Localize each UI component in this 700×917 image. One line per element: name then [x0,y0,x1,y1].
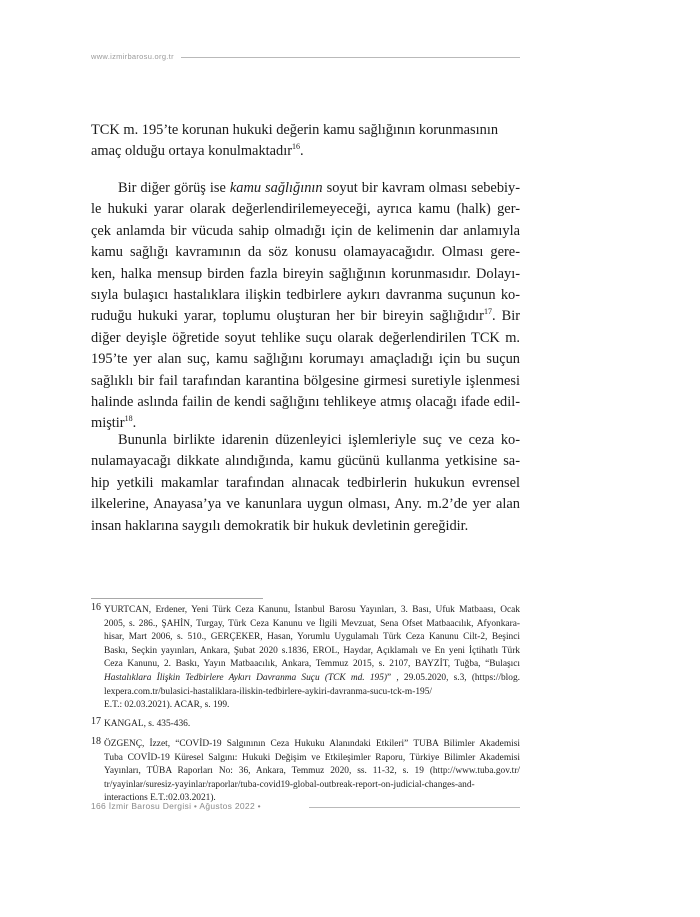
paragraph-2 [91,178,520,435]
page-footer [91,801,520,815]
paragraph-line: nulamayacağı dikkate alındığında, kamu gücünü kullanma yetkisine sa- [91,453,520,470]
footnote-line: hisar, Mart 2006, s. 510., GERÇEKER, Hasan, Yorumlu Uygulamalı Türk Ceza Kanunu Cilt-2, Beşinci [104,632,520,643]
footnote-line: Baskı, Seçkin yayınları, Ankara, Şubat 2020 s.1836, EROL, Haydar, Açıklamalı ve En yeni İçtihatlı Türk [104,645,520,656]
header-rule [181,57,520,58]
paragraph-line: sağlıklı bir fail tarafından karantina bölgesine girmesi suretiyle işlenmesi [91,372,520,389]
footnote-ref-16[interactable]: 16 [292,142,301,152]
paragraph-line: miştir$^{18}$. [91,414,137,432]
footnote-link[interactable]: tr/yayinlar/suresiz-yayinlar/raporlar/tuba-covid19-global-outbreak-report-on-judicial-changes-and- [104,779,475,790]
paragraph-line: halinde aslında failin de kendi sağlığını tehlikeye atmış olacağı ifade edil- [91,393,520,410]
paragraph-line: ruduğu hukuki yarar, toplumu oluşturan her bir bireyin sağlığıdır$^{17}$. Bir [91,307,520,325]
footnote-link[interactable]: lexpera.com.tr/bulasici-hastaliklara-iliskin-tedbirlere-aykiri-davranma-sucu-tck-m-195/ [104,686,432,697]
paragraph-line: le hukuki yarar olarak değerlendirilemeyeceği, ayrıca kamu (halk) ger- [91,201,520,218]
footnote-separator [91,598,263,599]
footer-rule [309,807,520,808]
paragraph-line: ken, halka mensup birden fazla bireyin sağlığının korunmasıdır. Dolayı- [91,265,520,282]
paragraph-line: TCK m. 195’te korunan hukuki değerin kamu sağlığının korunmasının [91,122,499,138]
footnote-ref-18[interactable]: 18 [124,414,133,424]
header-url: www.izmirbarosu.org.tr [91,52,174,61]
emphasis-text: kamu sağlığının [229,180,323,196]
footnote-line: YURTCAN, Erdener, Yeni Türk Ceza Kanunu, İstanbul Barosu Yayınları, 3. Bası, Ufuk Matbaası, Ocak [104,605,520,615]
footnote-line: ÖZGENÇ, İzzet, “COVİD-19 Salgınının Ceza Hukuku Alanındaki Etkileri” TUBA Bilimler Akademisi [104,739,520,749]
footnote-line: interactions E.T.:02.03.2021). [104,793,216,804]
paragraph-line: Bununla birlikte idarenin düzenleyici işlemleriyle suç ve ceza ko- [118,432,520,448]
paragraph-line: diğer deyişle öğretide soyut tehlike suçu olarak değerlendirilen TCK m. [91,329,520,346]
footnote-line: Hastalıklara İlişkin Tedbirlere Aykırı Davranma Suçu (TCK md. 195)” , 29.05.2020, s.3, (https://blog. [104,672,520,683]
footnote-18 [91,738,520,806]
footnote-line: Tuba COVİD-19 Küresel Salgını: Hukuki Değişim ve Etkileşimler Raporu, Türkiye Bilimler Akademisi [104,752,520,763]
paragraph-3 [91,430,520,537]
footnote-line: E.T.: 02.03.2021). ACAR, s. 199. [104,700,230,711]
paragraph-line: hip yetkili makamlar tarafından alınacak tedbirlerin hukukun evrensel [91,474,520,491]
footnote-line: 2005, s. 286., ŞAHİN, Turgay, Türk Ceza Kanunu ve İlgili Mevzuat, Sena Ofset Matbaacılık, Afyonkara- [104,618,520,629]
page-header [91,52,520,66]
paragraph-line: insan haklarına saygılı demokratik bir hukuk devletinin gereğidir. [91,517,469,534]
footer-text: 166 İzmir Barosu Dergisi • Ağustos 2022 • [91,801,261,811]
paragraph-line: ilkelerine, Anayasa’ya ve kanunlara uygun olması, Any. m.2’de yer alan [91,496,520,513]
paragraph-line: amaç olduğu ortaya konulmaktadır$^{16}$. [91,142,304,160]
footnote-number: 17 [91,716,101,727]
paragraph-1 [91,120,520,163]
footnote-number: 16 [91,602,101,613]
footnote-line: KANGAL, s. 435-436. [104,719,191,729]
footnote-ref-17[interactable]: 17 [483,307,492,317]
paragraph-line: kamu sağlığı kavramının da söz konusu olamayacağıdır. Olması gere- [91,244,520,261]
footnote-16 [91,604,520,713]
paragraph-line: Bir diğer görüş ise kamu sağlığının soyut bir kavram olması sebebiy- [118,180,520,196]
paragraph-line: sıyla bulaşıcı hastalıklara ilişkin tedbirlere aykırı davranma suçunun ko- [91,286,520,303]
footnote-number: 18 [91,736,101,747]
footnote-line: Yayınları, TÜBA Raporları No: 36, Ankara, Temmuz 2020, ss. 11-32, s. 19 (http://www.tuba.gov.tr/ [104,766,520,777]
emphasis-text: Hastalıklara İlişkin Tedbirlere Aykırı Davranma Suçu (TCK md. 195) [104,672,388,683]
paragraph-line: çek anlamda bir vücuda sahip olmadığı için de kelimenin dar anlamıyla [91,222,520,239]
paragraph-line: 195’te yer alan suç, kamu sağlığını korumayı amaçladığı için bu suçun [91,351,520,368]
footnote-17 [91,718,520,732]
footnote-line: Ceza Kanunu, 2. Baskı, Yayın Matbaacılık, Ankara, Temmuz 2015, s. 2107, BAYZİT, Tuğba, “Bulaşıcı [104,659,520,670]
